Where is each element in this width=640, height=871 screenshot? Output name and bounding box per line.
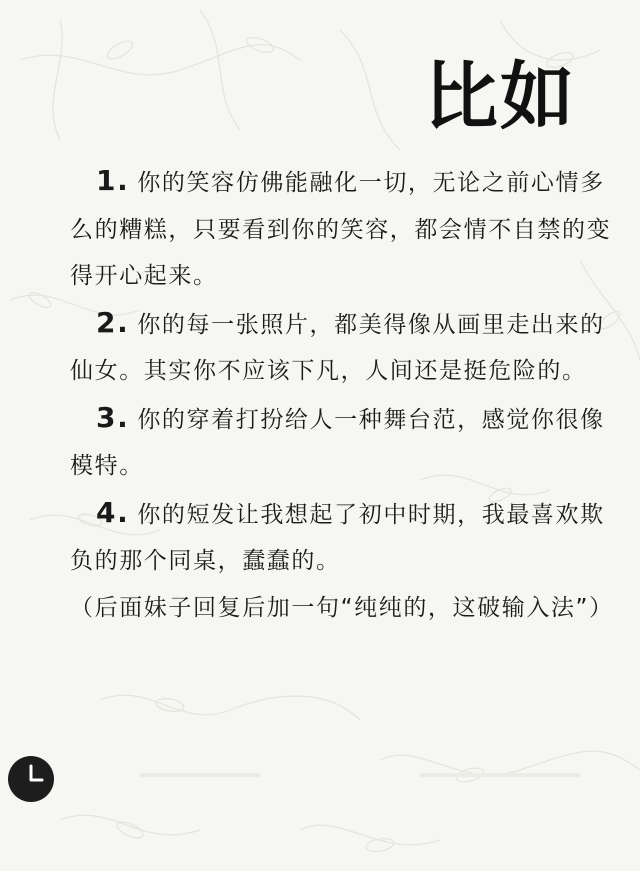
item-text: 你的笑容仿佛能融化一切，无论之前心情多么的糟糕，只要看到你的笑容，都会情不自禁的变得开心起来。: [70, 170, 612, 289]
clock-hands: [8, 756, 54, 802]
article-body: [70, 158, 625, 631]
faint-divider-right: [420, 773, 580, 777]
list-item: [70, 395, 625, 490]
clock-icon[interactable]: [8, 756, 54, 802]
item-text: 你的短发让我想起了初中时期，我最喜欢欺负的那个同桌，蠢蠢的。: [70, 501, 605, 574]
item-text: 你的每一张照片，都美得像从画里走出来的仙女。其实你不应该下凡，人间还是挺危险的。: [70, 311, 605, 384]
item-number: 2.: [96, 305, 130, 339]
item-number: 3.: [96, 400, 130, 434]
item-text: 你的穿着打扮给人一种舞台范，感觉你很像模特。: [70, 406, 605, 479]
item-number: 4.: [96, 495, 130, 529]
faint-divider-left: [140, 773, 260, 777]
list-item: [70, 300, 625, 395]
list-item: [70, 158, 625, 300]
item-number: 1.: [96, 164, 130, 197]
reply-note: （后面妹子回复后加一句“纯纯的，这破输入法”）: [70, 594, 614, 621]
list-item: [70, 490, 625, 585]
page-title: 比如: [424, 54, 576, 140]
